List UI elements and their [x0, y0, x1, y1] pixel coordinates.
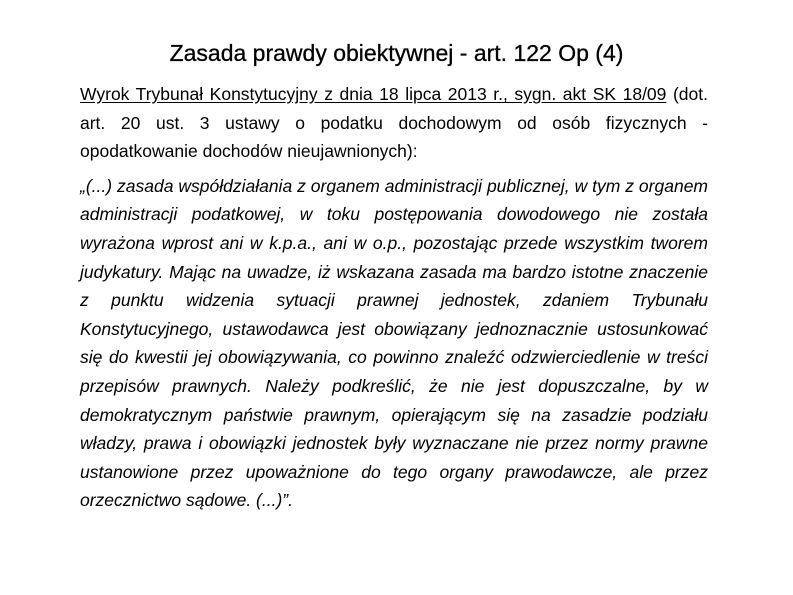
slide-title: Zasada prawdy obiektywnej - art. 122 Op (4) [169, 40, 624, 66]
judgment-citation [80, 80, 708, 166]
judgment-quote: „(...) zasada współdziałania z organem administracji publicznej, w tym z organem administracji podatkowej, w toku postępowania dowodowego nie została wyrażona wprost ani w k.p.a., ani w o.p., pozostając przede wszystkim tworem judykatury. Mając na uwadze, iż wskazana zasada ma bardzo istotne znaczenie z punktu widzenia sytuacji prawnej jednostek, zdaniem Trybunału Konstytucyjnego, ustawodawca jest obowiązany jednoznacznie ustosunkować się do kwestii jej obowiązywania, co powinno znaleźć odzwierciedlenie w treści przepisów prawnych. Należy podkreślić, że nie jest dopuszczalne, by w demokratycznym państwie prawnym, opierającym się na zasadzie podziału władzy, prawa i obowiązki jednostek były wyznaczane nie przez normy prawne ustanowione przez upoważnione do tego organy prawodawcze, ale przez orzecznictwo sądowe. (...)”. [80, 175, 708, 511]
judgment-reference: Wyrok Trybunał Konstytucyjny z dnia 18 lipca 2013 r., sygn. akt SK 18/09 [80, 84, 667, 104]
judgment-description: (dot. art. 20 ust. 3 ustawy o podatku dochodowym od osób fizycznych - opodatkowanie dochodów nieujawnionych): [80, 84, 708, 162]
slide-body [80, 80, 708, 515]
